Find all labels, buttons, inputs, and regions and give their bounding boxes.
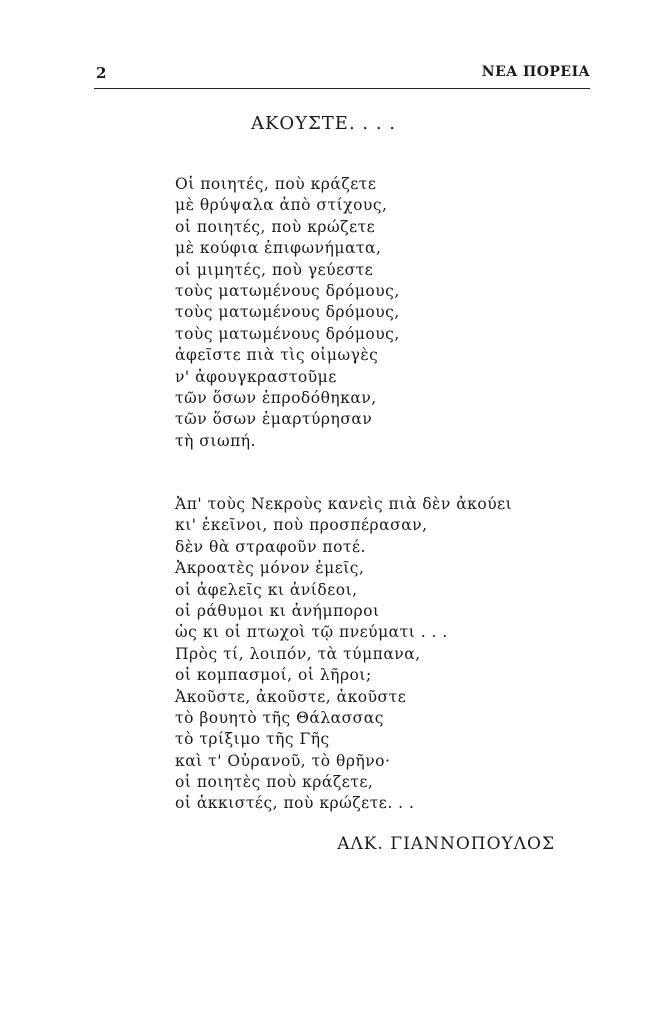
poem-line: οἱ ἀφελεῖς κι ἀνίδεοι, (175, 580, 358, 599)
poem-line: μὲ κούφια ἐπιφωνήματα, (175, 239, 382, 258)
poem-line: δὲν θὰ στραφοῦν ποτέ. (175, 537, 366, 556)
poem-line: τὸ τρίξιμο τῆς Γῆς (175, 730, 330, 749)
poem-line: ν' ἀφουγκραστοῦμε (175, 367, 337, 386)
poem-line: οἱ ποιητές, ποὺ κρώζετε (175, 217, 376, 236)
header-rule (94, 88, 590, 89)
poem-line: Πρὸς τί, λοιπόν, τὰ τύμπανα, (175, 644, 421, 663)
poem-line: τοὺς ματωμένους δρόμους, (175, 303, 400, 322)
poem-line: Ἀπ' τοὺς Νεκροὺς κανεὶς πιὰ δὲν ἀκούει (175, 495, 513, 513)
poem-line: οἱ ράθυμοι κι ἀνήμποροι (175, 601, 380, 620)
poem-line: ἀφεῖστε πιὰ τὶς οἰμωγὲς (175, 346, 379, 365)
poem-line: τῶν ὅσων ἐπροδόθηκαν, (175, 388, 377, 407)
poem-line: τῶν ὅσων ἐμαρτύρησαν (175, 410, 373, 429)
poem-line: οἱ κομπασμοί, οἱ λῆροι; (175, 666, 372, 685)
stanza-2 (175, 494, 512, 815)
poem-line: τὸ βουητὸ τῆς Θάλασσας (175, 708, 384, 727)
page-number: 2 (96, 64, 107, 82)
journal-title: ΝΕΑ ΠΟΡΕΙΑ (481, 64, 590, 80)
poem-line: Ἀκοῦστε, ἀκοῦστε, ἀκοῦστε (175, 687, 407, 706)
poem-line: Ἀκροατὲς μόνον ἐμεῖς, (175, 559, 365, 578)
author-signature: ΑΛΚ. ΓΙΑΝΝΟΠΟΥΛΟΣ (337, 834, 555, 854)
stanza-1 (175, 174, 400, 452)
poem-line: τοὺς ματωμένους δρόμους, (175, 281, 400, 300)
poem-line: τὴ σιωπή. (175, 431, 256, 450)
poem-line: τοὺς ματωμένους δρόμους, (175, 324, 400, 343)
poem-line: οἱ ἀκκιστές, ποὺ κρώζετε. . . (175, 794, 415, 813)
poem-line: καὶ τ' Οὐρανοῦ, τὸ θρῆνο· (175, 751, 391, 770)
poem-line: κι' ἐκεῖνοι, ποὺ προσπέρασαν, (175, 516, 428, 535)
poem-line: ὡς κι οἱ πτωχοὶ τῷ πνεύματι . . . (175, 623, 448, 642)
poem-title: ΑΚΟΥΣΤΕ. . . . (250, 113, 396, 134)
poem-line: οἱ ποιητὲς ποὺ κράζετε, (175, 773, 374, 792)
poem-line: μὲ θρύψαλα ἀπὸ στίχους, (175, 196, 388, 215)
poem-line: Οἱ ποιητές, ποὺ κράζετε (175, 175, 377, 193)
poem-line: οἱ μιμητές, ποὺ γεύεστε (175, 260, 374, 279)
